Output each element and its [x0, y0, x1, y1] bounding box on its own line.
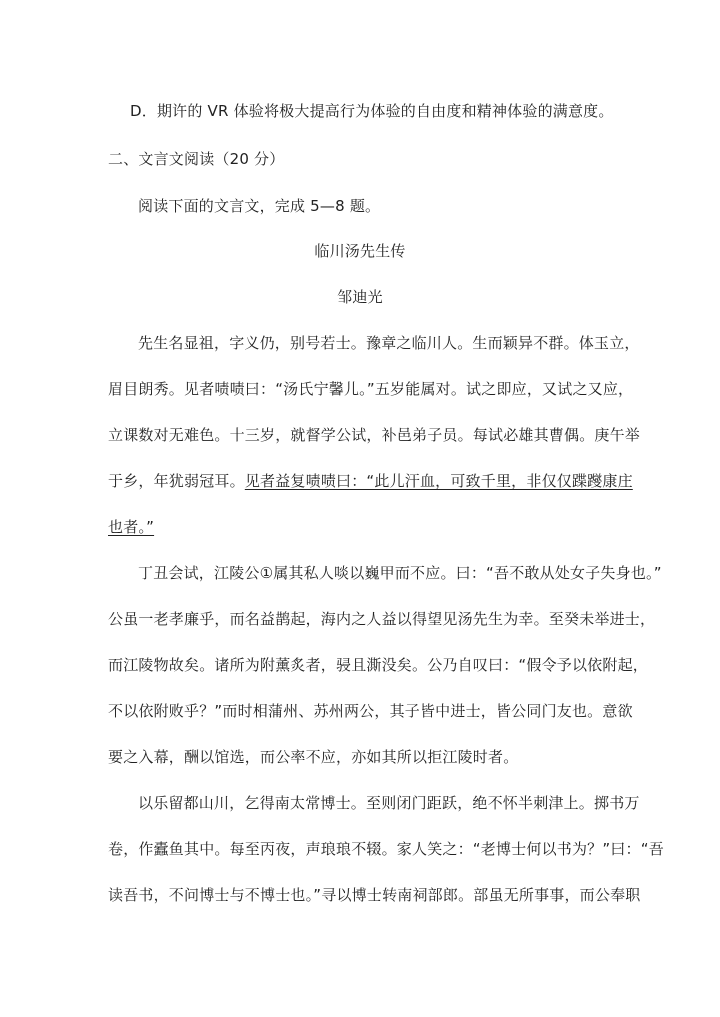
section-heading: 二、文言文阅读（20 分） — [108, 150, 285, 168]
paragraph-1-line-4 — [108, 471, 633, 491]
underlined-sentence-part-1: 见者益复啧啧曰：“此儿汗血，可致千里，非仅仅蹀躞康庄 — [244, 472, 633, 490]
paragraph-2-line-1: 丁丑会试，江陵公①属其私人啖以巍甲而不应。曰：“吾不敢从处女子失身也。” — [138, 564, 662, 582]
paragraph-1-line-1: 先生名显祖，字义仍，别号若士。豫章之临川人。生而颖异不群。体玉立， — [138, 334, 640, 352]
reading-instruction: 阅读下面的文言文，完成 5—8 题。 — [138, 197, 381, 215]
paragraph-3-line-3: 读吾书，不问博士与不博士也。”寻以博士转南祠部郎。部虽无所事事，而公奉职 — [108, 886, 641, 904]
paragraph-3-line-1: 以乐留都山川，乞得南太常博士。至则闭门距跃，绝不怀半刺津上。掷书万 — [138, 794, 640, 812]
paragraph-2-line-3: 而江陵物故矣。诸所为附薰炙者，骎且澌没矣。公乃自叹曰：“假令予以依附起， — [108, 656, 648, 674]
underlined-sentence-part-2: 也者。” — [108, 518, 155, 536]
paragraph-1-line-2: 眉目朗秀。见者啧啧曰：“汤氏宁馨儿。”五岁能属对。试之即应，又试之又应， — [108, 380, 634, 398]
paragraph-2-line-2: 公虽一老孝廉乎，而名益鹊起，海内之人益以得望见汤先生为幸。至癸未举进士， — [108, 610, 656, 628]
essay-title: 临川汤先生传 — [314, 242, 406, 260]
paragraph-2-line-4: 不以依附败乎？”而时相蒲州、苏州两公，其子皆中进士，皆公同门友也。意欲 — [108, 702, 633, 720]
paragraph-1-line-3: 立课数对无难色。十三岁，就督学公试，补邑弟子员。每试必雄其曹偶。庚午举 — [108, 426, 641, 444]
paragraph-2-line-5: 要之入幕，酬以馆选，而公率不应，亦如其所以拒江陵时者。 — [108, 748, 519, 766]
essay-author: 邹迪光 — [337, 288, 383, 306]
paragraph-3-line-2: 卷，作蠹鱼其中。每至丙夜，声琅琅不辍。家人笑之：“老博士何以书为？”曰：“吾 — [108, 840, 664, 858]
paragraph-1-line-4-plain: 于乡，年犹弱冠耳。 — [108, 472, 245, 490]
option-d-line: D．期许的 VR 体验将极大提高行为体验的自由度和精神体验的满意度。 — [130, 102, 614, 120]
